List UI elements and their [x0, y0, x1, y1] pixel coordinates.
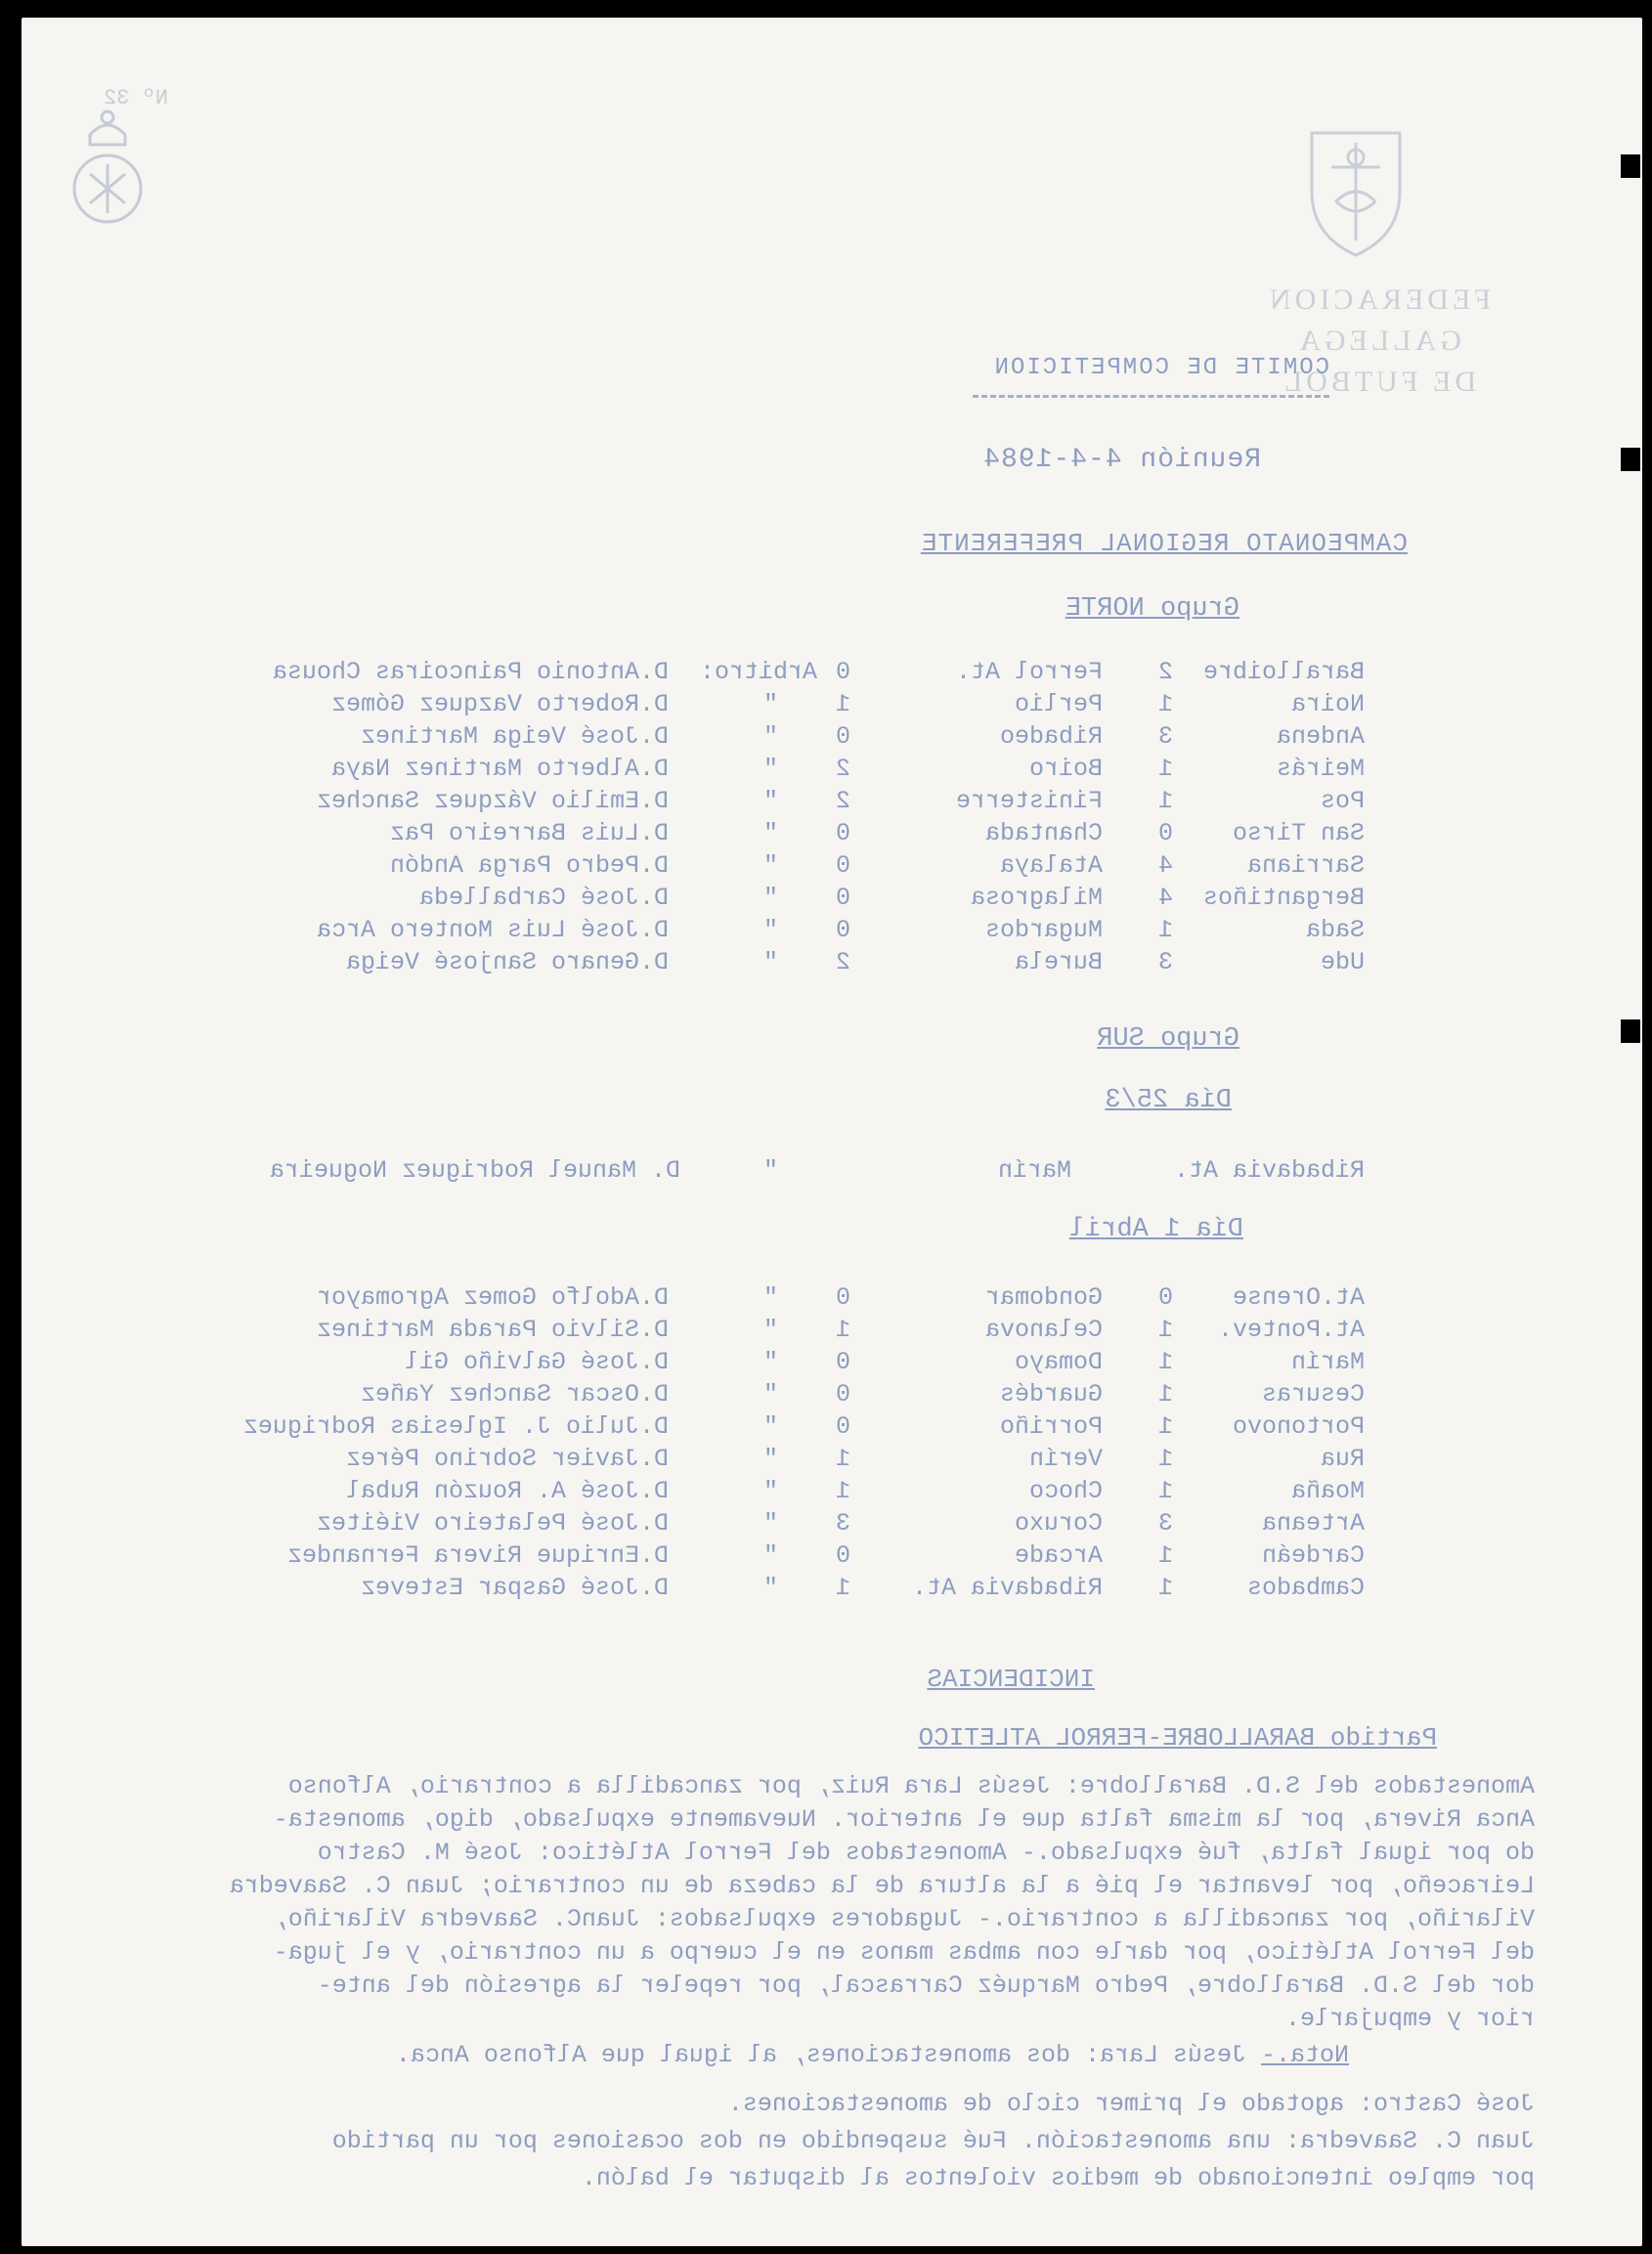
referee-name: D.Antonio Paincoiras Chousa — [272, 658, 669, 686]
federation-shield-icon — [1302, 113, 1410, 260]
away-team: Milagrosa — [970, 884, 1103, 912]
referee-name: D.José Luis Montero Arca — [316, 916, 669, 944]
away-score: 0 — [835, 1380, 850, 1409]
away-team: Ribadavia At. — [911, 1574, 1103, 1602]
nota-label: Nota.- — [1260, 2041, 1349, 2069]
arbitro-label: " — [762, 1574, 778, 1602]
home-team: Pos — [1320, 787, 1365, 815]
referee-name: D.Enrique Rivera Fernandez — [286, 1541, 669, 1570]
away-score: 0 — [835, 819, 850, 847]
home-score: 1 — [1157, 755, 1173, 783]
away-team: Mugardos — [984, 916, 1103, 944]
away-team: Porriño — [999, 1412, 1103, 1441]
arbitro-label: " — [762, 851, 778, 880]
title-rule — [973, 395, 1329, 398]
referee-name: D.Julio J. Iglesias Rodriguez — [242, 1412, 669, 1441]
arbitro-label: " — [762, 1283, 778, 1312]
incidencia-line: del Ferrol Atlético, por darle con ambas manos en el cuerpo a un contrario, y el juga- — [273, 1938, 1535, 1967]
away-score: 1 — [835, 1477, 850, 1505]
home-team: Portonovo — [1232, 1412, 1365, 1441]
referee-name: D.Alberto Martinez Naya — [330, 755, 669, 783]
home-score: 4 — [1157, 851, 1173, 880]
arbitro-label: Arbitro: — [699, 658, 817, 686]
away-score: 0 — [835, 1541, 850, 1570]
arbitro-label: " — [762, 1380, 778, 1409]
ditto-mark: " — [762, 1156, 778, 1185]
away-team: Choco — [1028, 1477, 1103, 1505]
home-score: 1 — [1157, 1348, 1173, 1376]
incidencia-line: Leiraceño, por levantar el pié a la altura de la cabeza de un contrario; Juan C. Saavedra — [229, 1872, 1535, 1900]
away-score: 2 — [835, 787, 850, 815]
referee-name: D.Adolfo Gomez Agromayor — [316, 1283, 669, 1312]
away-score: 2 — [835, 755, 850, 783]
referee-name: D.Genaro Sanjosé Veiga — [345, 948, 669, 976]
away-score: 0 — [835, 1283, 850, 1312]
home-team: Marín — [1290, 1348, 1365, 1376]
final-note-line: José Castro: agotado el primer ciclo de amonestaciones. — [727, 2090, 1535, 2118]
home-score: 3 — [1157, 1509, 1173, 1538]
grupo-sur-title: Grupo SUR — [1097, 1024, 1239, 1054]
away-team: Burela — [1014, 948, 1103, 976]
away-score: 0 — [835, 1412, 850, 1441]
grupo-norte-title: Grupo NORTE — [1065, 594, 1239, 624]
arbitro-label: " — [762, 1445, 778, 1473]
away-team: Perlio — [1014, 690, 1103, 718]
home-score: 3 — [1157, 722, 1173, 751]
committee-title: COMITE DE COMPETICION — [992, 355, 1329, 381]
arbitro-label: " — [762, 1316, 778, 1344]
home-team: Ribadavia At. — [1173, 1156, 1365, 1185]
partido-title: Partido BARALLOBRE-FERROL ATLETICO — [918, 1723, 1437, 1753]
referee-name: D.Javier Sobrino Pérez — [345, 1445, 669, 1473]
federation-line2: DE FUTBOL — [1280, 366, 1477, 398]
away-team: Celanova — [984, 1316, 1103, 1344]
meeting-date: Reunión 4-4-1984 — [982, 445, 1261, 475]
away-team: Atalaya — [999, 851, 1103, 880]
away-score: 0 — [835, 1348, 850, 1376]
arbitro-label: " — [762, 690, 778, 718]
away-score: 1 — [835, 1316, 850, 1344]
dia-1-title: Día 1 Abril — [1068, 1215, 1243, 1244]
home-team: Cesuras — [1261, 1380, 1365, 1409]
referee-name: D.Oscar Sanchez Yañez — [360, 1380, 669, 1409]
away-score: 1 — [835, 1445, 850, 1473]
crown-emblem-icon — [68, 96, 147, 233]
arbitro-label: " — [762, 787, 778, 815]
referee-name: D.Pedro Parga Andón — [389, 851, 669, 880]
referee-name: D.Silvio Parada Martinez — [316, 1316, 669, 1344]
incidencia-line: dor del S.D. Barallobre, Pedro Marquéz Carrascal, por repeler la agresión del ante- — [317, 1972, 1535, 2000]
championship-title: CAMPEONATO REGIONAL PREFERENTE — [920, 529, 1408, 558]
incidencia-line: do por igual falta, fué expulsado.- Amonestados del Ferrol Atlético: José M. Castro — [317, 1839, 1535, 1867]
away-team: Arcade — [1014, 1541, 1103, 1570]
home-score: 1 — [1157, 1316, 1173, 1344]
arbitro-label: " — [762, 722, 778, 751]
away-team: Ribadeo — [999, 722, 1103, 751]
away-team: Domayo — [1014, 1348, 1103, 1376]
away-score: 0 — [835, 851, 850, 880]
final-note-line: por empleo intencionado de medios violentos al disputar el balón. — [581, 2164, 1535, 2192]
federation-letterhead — [1222, 280, 1535, 403]
home-score: 1 — [1157, 916, 1173, 944]
away-score: 0 — [835, 884, 850, 912]
referee-name: D.Roberto Vazquez Gómez — [330, 690, 669, 718]
away-score: 0 — [835, 658, 850, 686]
away-team: Ferrol At. — [955, 658, 1103, 686]
home-team: At.Pontev. — [1217, 1316, 1365, 1344]
away-team: Gondomar — [984, 1283, 1103, 1312]
away-score: 1 — [835, 690, 850, 718]
home-team: Sarriana — [1246, 851, 1365, 880]
home-score: 1 — [1157, 1574, 1173, 1602]
away-team: Boiro — [1028, 755, 1103, 783]
home-score: 1 — [1157, 1477, 1173, 1505]
referee-name: D. Manuel Rodriguez Nogueira — [269, 1156, 680, 1185]
home-score: 1 — [1157, 1412, 1173, 1441]
referee-name: D.José Gaspar Estevez — [360, 1574, 669, 1602]
incidencia-line: rior y empujarle. — [1284, 2005, 1535, 2033]
incidencias-title: INCIDENCIAS — [927, 1665, 1095, 1694]
home-team: Bergantiños — [1202, 884, 1365, 912]
home-score: 0 — [1157, 1283, 1173, 1312]
incidencia-line: Amonestados del S.D. Barallobre: Jesús Lara Ruiz, por zancadilla a contrario, Alfonso — [287, 1772, 1535, 1800]
home-team: San Tirso — [1232, 819, 1365, 847]
arbitro-label: " — [762, 755, 778, 783]
home-team: Ude — [1320, 948, 1365, 976]
away-team: Chantada — [984, 819, 1103, 847]
home-team: Baralloibre — [1202, 658, 1365, 686]
folio-number: Nº 32 — [103, 86, 168, 110]
away-team: Verín — [1028, 1445, 1103, 1473]
referee-name: D.José Veiga Martinez — [360, 722, 669, 751]
home-team: Cardeán — [1261, 1541, 1365, 1570]
home-team: Moaña — [1290, 1477, 1365, 1505]
referee-name: D.José Galviño Gil — [404, 1348, 669, 1376]
home-score: 1 — [1157, 690, 1173, 718]
referee-name: D.José Pelateiro Viéitez — [316, 1509, 669, 1538]
home-team: Rua — [1320, 1445, 1365, 1473]
home-team: At.Orense — [1232, 1283, 1365, 1312]
incidencia-line: Anca Rivera, por la misma falta que el anterior. Nuevamente expulsado, digo, amonesta- — [273, 1805, 1535, 1834]
away-team: Coruxo — [1014, 1509, 1103, 1538]
nota-text: Jesús Lara: dos amonestaciones, al igual que Alfonso Anca. — [395, 2041, 1261, 2069]
away-score: 0 — [835, 722, 850, 751]
away-score: 3 — [835, 1509, 850, 1538]
away-team: Guardés — [999, 1380, 1103, 1409]
away-score: 2 — [835, 948, 850, 976]
referee-name: D.José A. Rouzón Rubal — [345, 1477, 669, 1505]
arbitro-label: " — [762, 1541, 778, 1570]
home-team: Arteana — [1261, 1509, 1365, 1538]
arbitro-label: " — [762, 1412, 778, 1441]
referee-name: D.Emilio Vázquez Sanchez — [316, 787, 669, 815]
arbitro-label: " — [762, 1477, 778, 1505]
arbitro-label: " — [762, 948, 778, 976]
incidencia-line: Vilariño, por zancadilla a contrario.- Jugadores expulsados: JuanC. Saavedra Vilariño, — [273, 1905, 1535, 1933]
arbitro-label: " — [762, 884, 778, 912]
home-score: 4 — [1157, 884, 1173, 912]
dia-25-title: Día 25/3 — [1105, 1086, 1232, 1115]
arbitro-label: " — [762, 1348, 778, 1376]
home-team: Andena — [1276, 722, 1365, 751]
away-team: Finisterre — [955, 787, 1103, 815]
home-score: 2 — [1157, 658, 1173, 686]
arbitro-label: " — [762, 1509, 778, 1538]
home-team: Sada — [1305, 916, 1365, 944]
home-team: Meirás — [1276, 755, 1365, 783]
document-page — [22, 18, 1642, 2246]
federation-line1: FEDERACION GALLEGA — [1266, 283, 1492, 357]
home-score: 1 — [1157, 1445, 1173, 1473]
arbitro-label: " — [762, 916, 778, 944]
arbitro-label: " — [762, 819, 778, 847]
away-team: Marín — [997, 1156, 1071, 1185]
referee-name: D.Luis Barreiro Paz — [389, 819, 669, 847]
home-score: 3 — [1157, 948, 1173, 976]
final-note-line: Juan C. Saavedra: una amonestación. Fué suspendido en dos ocasiones por un partido — [331, 2127, 1535, 2155]
home-score: 1 — [1157, 787, 1173, 815]
referee-name: D.José Carballeda — [418, 884, 669, 912]
home-team: Noira — [1290, 690, 1365, 718]
away-score: 1 — [835, 1574, 850, 1602]
away-score: 0 — [835, 916, 850, 944]
home-score: 1 — [1157, 1380, 1173, 1409]
home-team: Cambados — [1246, 1574, 1365, 1602]
home-score: 0 — [1157, 819, 1173, 847]
nota-line — [396, 2041, 1349, 2069]
home-score: 1 — [1157, 1541, 1173, 1570]
mirrored-content — [22, 18, 1642, 2246]
